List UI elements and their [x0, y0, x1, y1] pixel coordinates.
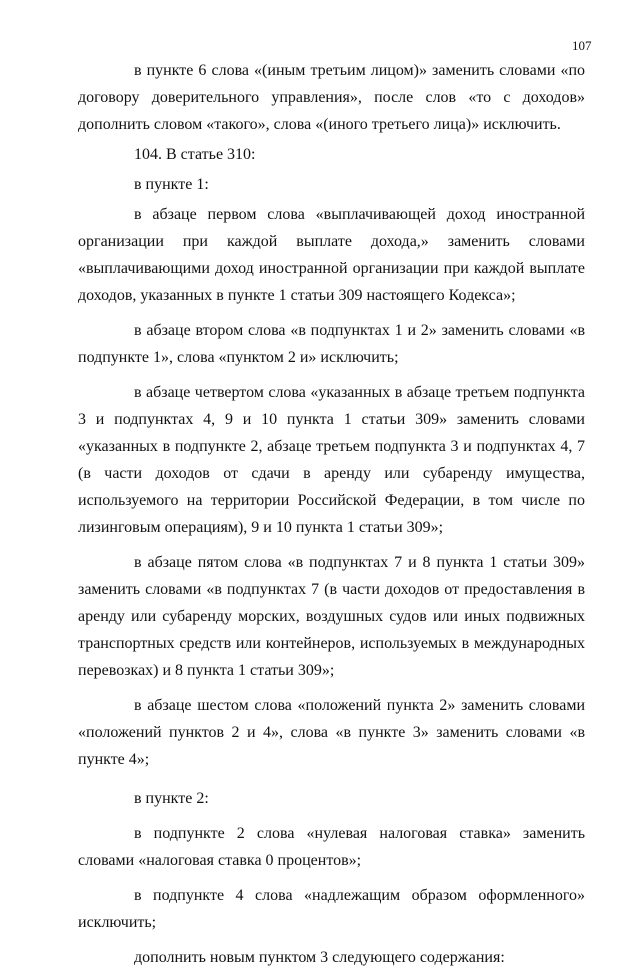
- page-number: 107: [572, 38, 592, 53]
- document-body: [78, 57, 585, 971]
- paragraph-point2-intro: в пункте 2:: [134, 790, 209, 807]
- paragraph-new-point3: дополнить новым пунктом 3 следующего содержания:: [134, 949, 505, 966]
- paragraph-first-abzats: в абзаце первом слова «выплачивающей доход иностранной организации при каждой выплате дохода,» заменить словами «выплачивающими доход иностранной организации при каждой выплате доходов, указанных в пункте 1 статьи 309 настоящего Кодекса»;: [78, 206, 585, 304]
- paragraph-second-abzats: в абзаце втором слова «в подпунктах 1 и 2» заменить словами «в подпункте 1», слова «пунктом 2 и» исключить;: [78, 322, 585, 366]
- paragraph-subpoint4: в подпункте 4 слова «надлежащим образом оформленного» исключить;: [78, 887, 585, 931]
- paragraph-sixth-abzats: в абзаце шестом слова «положений пункта 2» заменить словами «положений пунктов 2 и 4», слова «в пункте 3» заменить словами «в пункте 4»;: [78, 697, 585, 768]
- paragraph-point1-intro: в пункте 1:: [134, 176, 209, 193]
- paragraph-article310-heading: 104. В статье 310:: [134, 146, 256, 163]
- paragraph-fifth-abzats: в абзаце пятом слова «в подпунктах 7 и 8 пункта 1 статьи 309» заменить словами «в подпунктах 7 (в части доходов от предоставления в аренду или субаренду морских, воздушных судов или иных подвижных транспортных средств или контейнеров, используемых в международных перевозках) и 8 пункта 1 статьи 309»;: [78, 554, 585, 679]
- paragraph-fourth-abzats: в абзаце четвертом слова «указанных в абзаце третьем подпункта 3 и подпунктах 4, 9 и 10 пункта 1 статьи 309» заменить словами «указанных в подпункте 2, абзаце третьем подпункта 3 и подпунктах 4, 7 (в части доходов от сдачи в аренду или субаренду имущества, используемого на территории Российской Федерации, в том числе по лизинговым операциям), 9 и 10 пункта 1 статьи 309»;: [78, 384, 585, 536]
- paragraph-subpoint2: в подпункте 2 слова «нулевая налоговая ставка» заменить словами «налоговая ставка 0 процентов»;: [78, 825, 585, 869]
- paragraph-point6-amendment: в пункте 6 слова «(иным третьим лицом)» заменить словами «по договору доверительного управления», после слов «то с доходов» дополнить словом «такого», слова «(иного третьего лица)» исключить.: [78, 62, 585, 133]
